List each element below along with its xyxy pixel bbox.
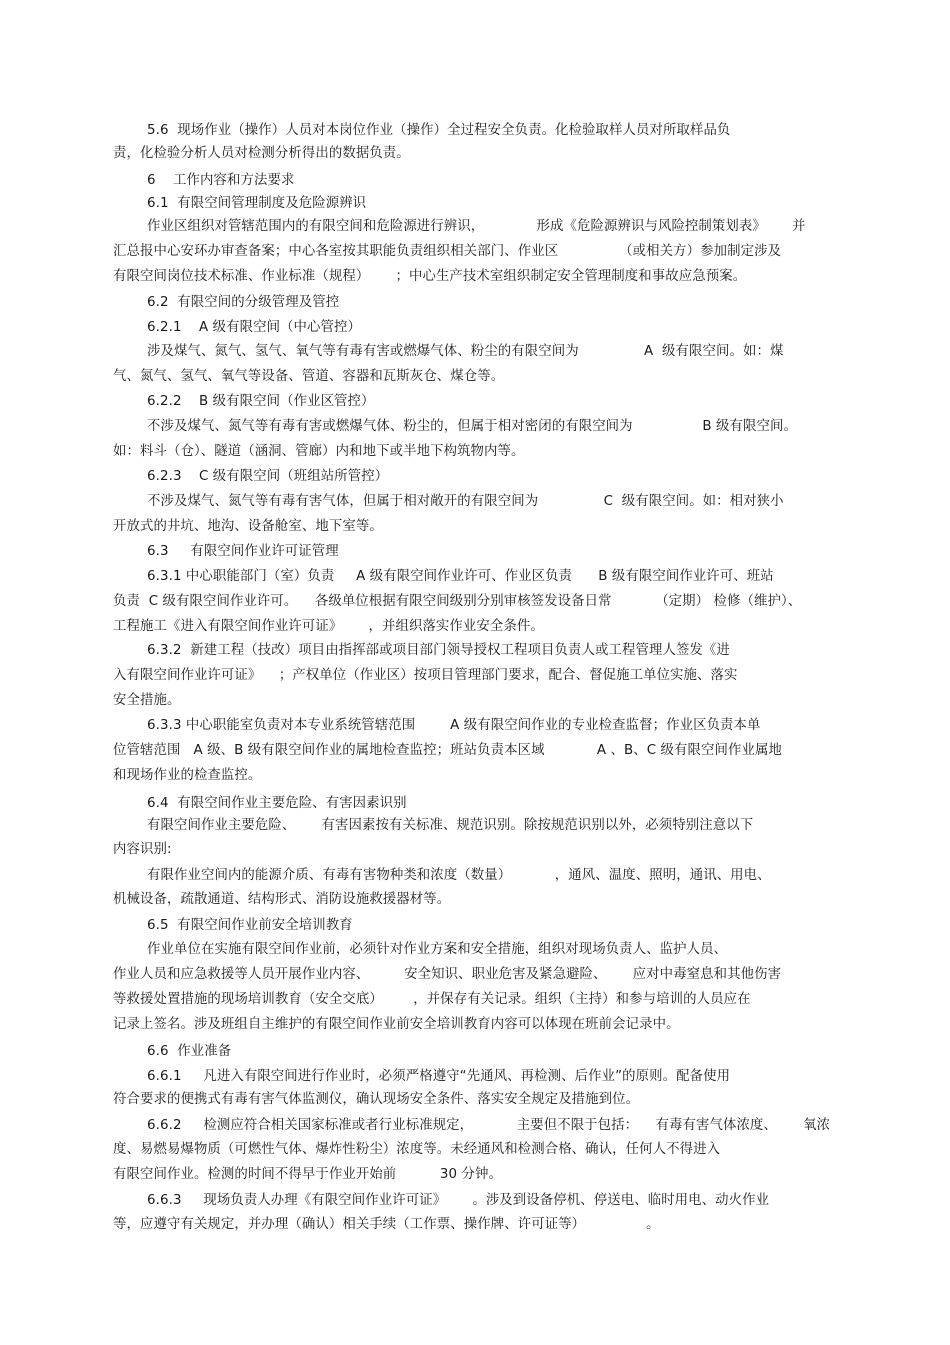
text-line: 有限作业空间内的能源介质、有毒有害物种类和浓度（数量） ，通风、温度、照明，通讯、用电、 xyxy=(147,868,771,883)
text-line: 不涉及煤气、氮气等有毒有害气体，但属于相对敞开的有限空间为 C 级有限空间。如：相对狭小 xyxy=(147,494,784,509)
section-heading: 6 工作内容和方法要求 xyxy=(147,173,295,188)
text-line: 入有限空间作业许可证》 ；产权单位（作业区）按项目管理部门要求，配合、督促施工单位实施、落实 xyxy=(113,668,738,683)
text-line: 和现场作业的检查监控。 xyxy=(113,768,262,783)
section-heading: 6.2.1 A 级有限空间（中心管控） xyxy=(147,320,362,335)
text-line: 涉及煤气、氮气、氢气、氧气等有毒有害或燃爆气体、粉尘的有限空间为 A 级有限空间。如：煤 xyxy=(147,344,784,359)
text-line: 6.6.1 凡进入有限空间进行作业时，必须严格遵守“先通风、再检测、后作业”的原则。配备使用 xyxy=(147,1069,731,1084)
text-line: 符合要求的便携式有毒有害气体监测仪，确认现场安全条件、落实安全规定及措施到位。 xyxy=(113,1092,640,1107)
text-line: 汇总报中心安环办审查备案；中心各室按其职能负责组织相关部门、作业区 （或相关方）参加制定涉及 xyxy=(113,244,782,259)
text-line: 内容识别: xyxy=(113,842,172,857)
text-line: 不涉及煤气、氮气等有毒有害或燃爆气体、粉尘的，但属于相对密闭的有限空间为 B 级有限空间。 xyxy=(147,419,797,434)
text-line: 5.6 现场作业（操作）人员对本岗位作业（操作）全过程安全负责。化检验取样人员对所取样品负 xyxy=(147,123,731,138)
text-line: 气、氮气、氢气、氧气等设备、管道、容器和瓦斯灰仓、煤仓等。 xyxy=(113,369,505,384)
section-heading: 6.2.3 C 级有限空间（班组站所管控） xyxy=(147,469,389,484)
text-line: 6.6.3 现场负责人办理《有限空间作业许可证》 。涉及到设备停机、停送电、临时用电、动火作业 xyxy=(147,1193,770,1208)
text-line: 6.3.2 新建工程（技改）项目由指挥部或项目部门领导授权工程项目负责人或工程管理人签发《进 xyxy=(147,643,730,658)
text-line: 有限空间作业主要危险、 有害因素按有关标准、规范识别。除按规范识别以外，必须特别注意以下 xyxy=(147,818,754,833)
text-line: 负责 C 级有限空间作业许可。 各级单位根据有限空间级别分别审核签发设备日常 （定期） 检修（维护）、 xyxy=(113,594,802,609)
text-line: 等救援处置措施的现场培训教育（安全交底） ，并保存有关记录。组织（主持）和参与培训的人员应在 xyxy=(113,992,751,1007)
section-heading: 6.5 有限空间作业前安全培训教育 xyxy=(147,918,353,933)
text-line: 度、易燃易爆物质（可燃性气体、爆炸性粉尘）浓度等。未经通风和检测合格、确认，任何人不得进入 xyxy=(113,1142,721,1157)
section-heading: 6.2 有限空间的分级管理及管控 xyxy=(147,295,340,310)
section-heading: 6.6 作业准备 xyxy=(147,1044,232,1059)
text-line: 作业人员和应急救援等人员开展作业内容、 安全知识、职业危害及紧急避险、 应对中毒窒息和其他伤害 xyxy=(113,967,782,982)
text-line: 6.6.2 检测应符合相关国家标准或者行业标准规定， 主要但不限于包括： 有毒有害气体浓度、 氧浓 xyxy=(147,1118,831,1133)
text-line: 安全措施。 xyxy=(113,693,181,708)
section-heading: 6.4 有限空间作业主要危险、有害因素识别 xyxy=(147,796,407,811)
section-heading: 6.3 有限空间作业许可证管理 xyxy=(147,544,339,559)
section-heading: 6.1 有限空间管理制度及危险源辨识 xyxy=(147,196,367,211)
text-line: 机械设备，疏散通道、结构形式、消防设施救援器材等。 xyxy=(113,892,451,907)
text-line: 如：料斗（仓）、隧道（涵洞、管廊）内和地下或半地下构筑物内等。 xyxy=(113,444,525,459)
text-line: 作业单位在实施有限空间作业前，必须针对作业方案和安全措施，组织对现场负责人、监护人员、 xyxy=(147,942,728,957)
section-heading: 6.2.2 B 级有限空间（作业区管控） xyxy=(147,394,375,409)
text-line: 有限空间岗位技术标准、作业标准（规程） ；中心生产技术室组织制定安全管理制度和事故应急预案。 xyxy=(113,269,747,284)
text-line: 记录上签名。涉及班组自主维护的有限空间作业前安全培训教育内容可以体现在班前会记录中。 xyxy=(113,1017,680,1032)
text-line: 6.3.3 中心职能室负责对本专业系统管辖范围 A 级有限空间作业的专业检查监督；作业区负责本单 xyxy=(147,718,761,733)
text-line: 开放式的井坑、地沟、设备舱室、地下室等。 xyxy=(113,519,383,534)
text-line: 位管辖范围 A 级、B 级有限空间作业的属地检查监控；班站负责本区域 A 、B、C 级有限空间作业属地 xyxy=(113,743,782,758)
text-line: 有限空间作业。检测的时间不得早于作业开始前 30 分钟。 xyxy=(113,1167,502,1182)
text-line: 等，应遵守有关规定，并办理（确认）相关手续（工作票、操作牌、许可证等） 。 xyxy=(113,1217,660,1232)
text-line: 责，化检验分析人员对检测分析得出的数据负责。 xyxy=(113,146,410,161)
text-line: 6.3.1 中心职能部门（室）负责 A 级有限空间作业许可、作业区负责 B 级有限空间作业许可、班站 xyxy=(147,569,774,584)
text-line: 作业区组织对管辖范围内的有限空间和危险源进行辨识， 形成《危险源辨识与风险控制策划表》 并 xyxy=(147,219,806,234)
text-line: 工程施工《进入有限空间作业许可证》 ，并组织落实作业安全条件。 xyxy=(113,619,544,634)
